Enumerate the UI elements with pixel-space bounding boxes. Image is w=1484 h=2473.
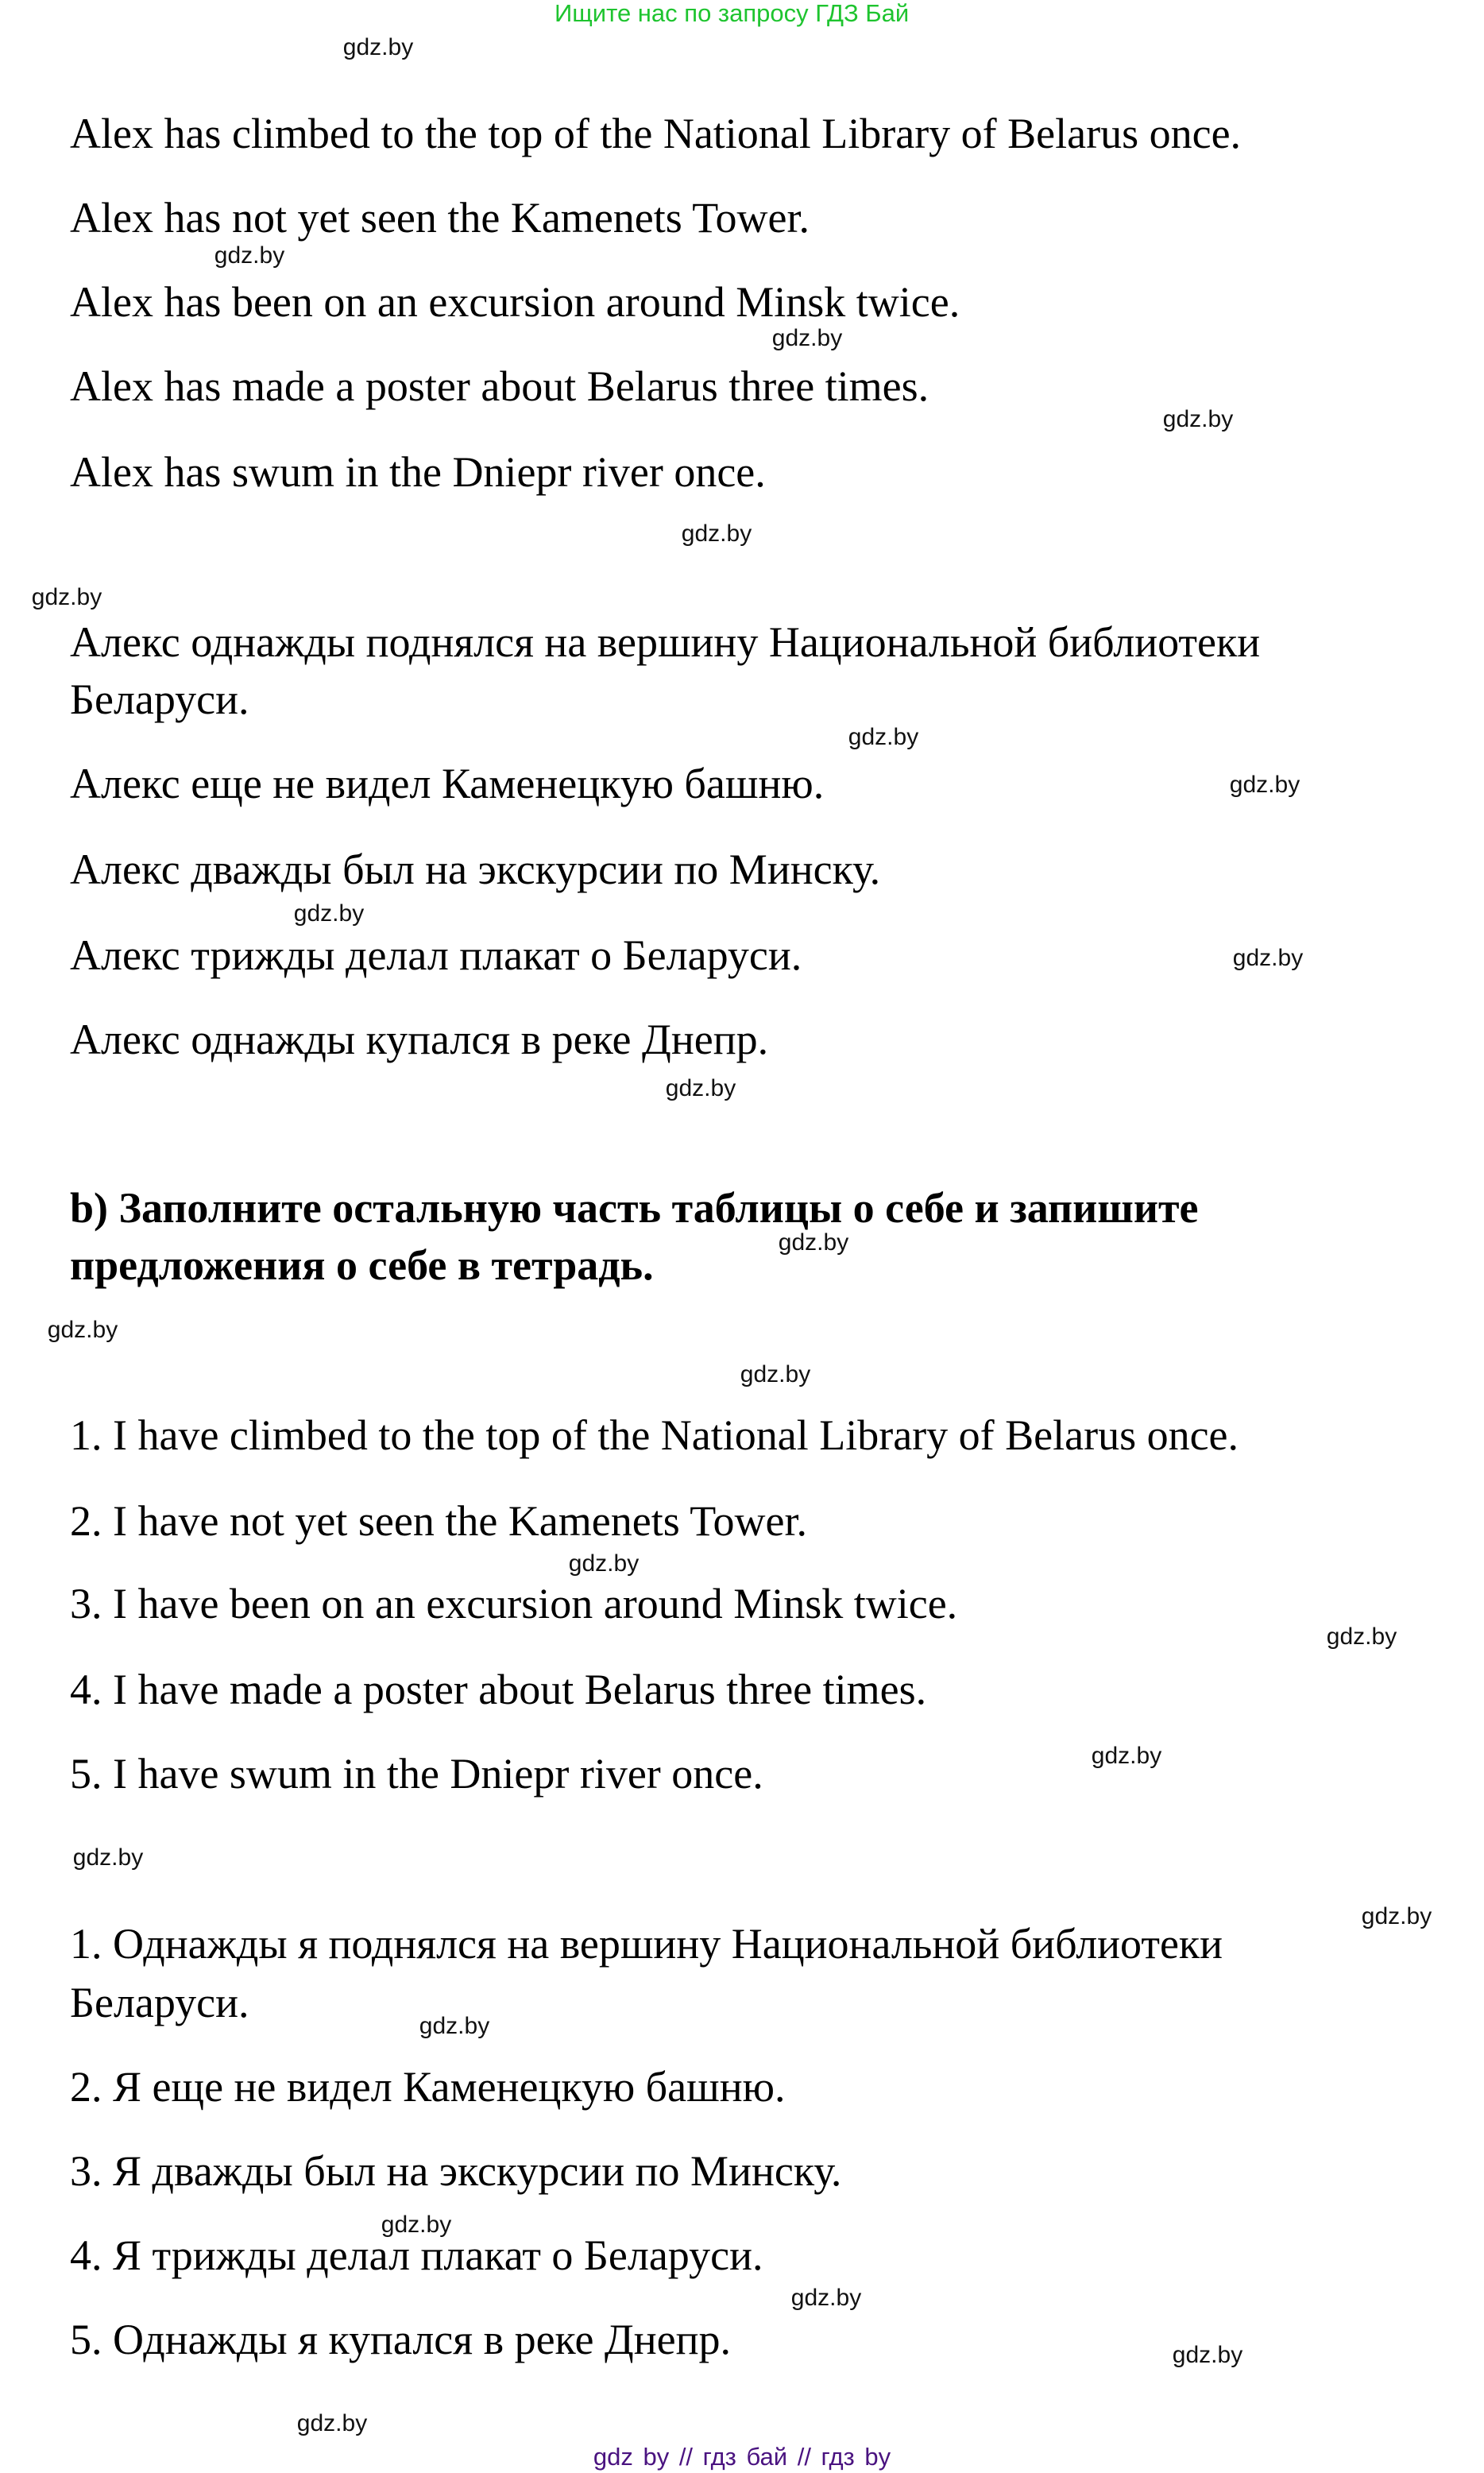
watermark: gdz.by (848, 724, 919, 750)
watermark: gdz.by (1326, 1624, 1397, 1650)
watermark: gdz.by (771, 325, 843, 351)
task-heading: b) Заполните остальную часть таблицы о себе и запишите (70, 1184, 1199, 1232)
watermark: gdz.by (1232, 945, 1304, 971)
watermark: gdz.by (214, 242, 285, 269)
answer-en: 2. I have not yet seen the Kamenets Tower. (70, 1497, 807, 1545)
watermark: gdz.by (1172, 2342, 1243, 2368)
sentence-ru: Алекс трижды делал плакат о Беларуси. (70, 931, 802, 979)
sentence-ru: Алекс дважды был на экскурсии по Минску. (70, 846, 881, 893)
watermark: gdz.by (1162, 406, 1234, 432)
watermark: gdz.by (47, 1317, 118, 1343)
search-banner: Ищите нас по запросу ГДЗ Бай (555, 0, 910, 27)
watermark: gdz.by (568, 1550, 640, 1577)
sentence-ru: Алекс однажды купался в реке Днепр. (70, 1016, 769, 1063)
watermark: gdz.by (419, 2013, 490, 2039)
sentence-en: Alex has made a poster about Belarus three times. (70, 362, 929, 410)
sentence-ru: Беларуси. (70, 675, 249, 723)
watermark: gdz.by (31, 584, 102, 610)
sentence-en: Alex has not yet seen the Kamenets Tower. (70, 194, 810, 242)
sentence-en: Alex has been on an excursion around Minsk twice. (70, 278, 960, 326)
answer-ru: 3. Я дважды был на экскурсии по Минску. (70, 2147, 842, 2195)
watermark: gdz.by (681, 521, 752, 547)
watermark: gdz.by (342, 34, 414, 60)
answer-en: 4. I have made a poster about Belarus three times. (70, 1666, 927, 1713)
watermark: gdz.by (1229, 772, 1300, 798)
answer-en: 1. I have climbed to the top of the National Library of Belarus once. (70, 1411, 1239, 1459)
watermark: gdz.by (72, 1844, 144, 1871)
sentence-en: Alex has climbed to the top of the National Library of Belarus once. (70, 110, 1242, 157)
watermark: gdz.by (296, 2410, 368, 2436)
sentence-en: Alex has swum in the Dniepr river once. (70, 448, 766, 496)
answer-ru: 1. Однажды я поднялся на вершину Национальной библиотеки (70, 1920, 1223, 1968)
sentence-ru: Алекс однажды поднялся на вершину Национальной библиотеки (70, 618, 1261, 666)
watermark: gdz.by (293, 900, 365, 927)
answer-en: 5. I have swum in the Dniepr river once. (70, 1750, 763, 1798)
footer-links: gdz by // гдз бай // гдз by (593, 2443, 891, 2471)
watermark: gdz.by (778, 1229, 849, 1256)
answer-ru: 2. Я еще не видел Каменецкую башню. (70, 2063, 786, 2111)
watermark: gdz.by (1091, 1743, 1162, 1769)
answer-en: 3. I have been on an excursion around Minsk twice. (70, 1580, 958, 1627)
answer-ru: 4. Я трижды делал плакат о Беларуси. (70, 2231, 763, 2279)
watermark: gdz.by (790, 2285, 862, 2311)
watermark: gdz.by (1361, 1903, 1432, 1929)
answer-ru: 5. Однажды я купался в реке Днепр. (70, 2316, 732, 2363)
watermark: gdz.by (381, 2212, 452, 2238)
watermark: gdz.by (665, 1075, 736, 1101)
task-heading: предложения о себе в тетрадь. (70, 1241, 654, 1289)
sentence-ru: Алекс еще не видел Каменецкую башню. (70, 760, 825, 807)
answer-ru: Беларуси. (70, 1979, 249, 2026)
watermark: gdz.by (740, 1361, 811, 1387)
